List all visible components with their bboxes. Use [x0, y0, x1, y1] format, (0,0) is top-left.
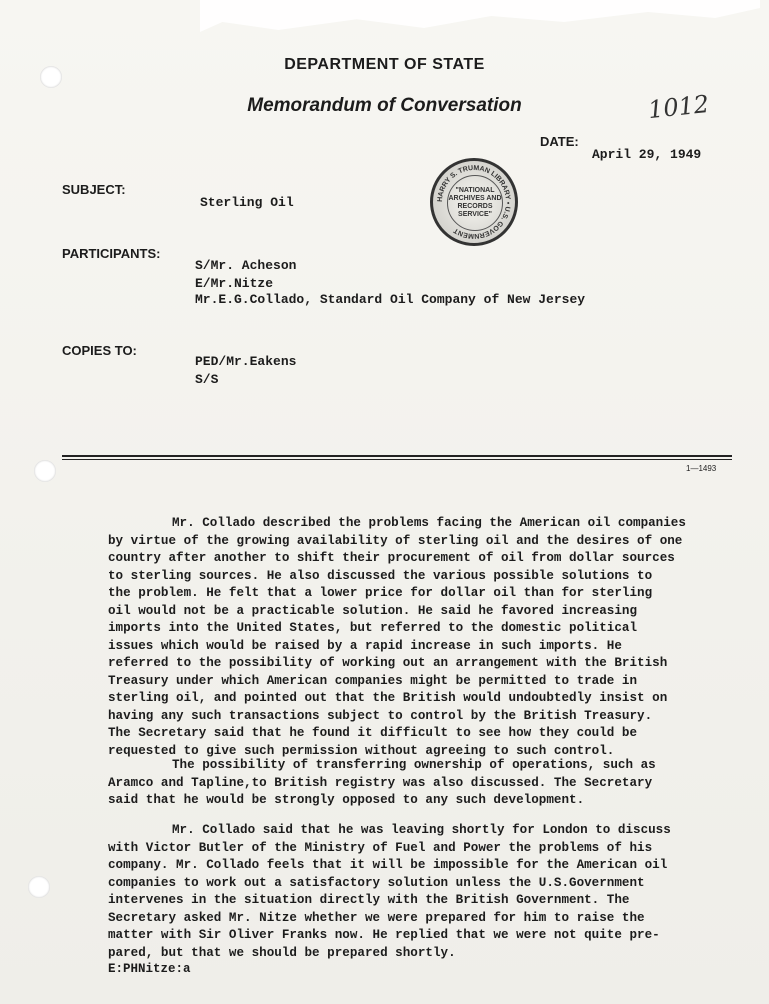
- subject-label: SUBJECT:: [62, 182, 126, 197]
- text-line: referred to the possibility of working out an arrangement with the British: [108, 656, 668, 670]
- text-line: imports into the United States, but referred to the domestic political: [108, 621, 638, 635]
- text-line: Aramco and Tapline,to British registry was also discussed. The Secretary: [108, 775, 653, 790]
- text-line: Mr. Collado described the problems facing the American oil companies: [172, 516, 686, 530]
- memo-title: Memorandum of Conversation: [247, 95, 522, 116]
- body-paragraph-2: [108, 757, 728, 810]
- stamp-ring-text: HARRY S. TRUMAN LIBRARY • U.S. GOVERNMENT: [436, 164, 512, 240]
- text-line: Mr. Collado said that he was leaving shortly for London to discuss: [172, 823, 671, 837]
- date-value: April 29, 1949: [592, 147, 702, 162]
- copies-to-line: S/S: [195, 372, 219, 387]
- divider-rule: [62, 459, 732, 460]
- stamp-line: "NATIONAL: [455, 187, 495, 194]
- text-line: The Secretary said that he found it difficult to see how they could be: [108, 726, 638, 740]
- text-line: Secretary asked Mr. Nitze whether we were prepared for him to raise the: [108, 910, 645, 925]
- participant-line: Mr.E.G.Collado, Standard Oil Company of New Jersey: [195, 292, 586, 307]
- form-number: 1—1493: [686, 464, 717, 473]
- torn-edge: [200, 0, 760, 40]
- text-line: matter with Sir Oliver Franks now. He replied that we were not quite pre-: [108, 928, 660, 942]
- department-heading: DEPARTMENT OF STATE: [284, 56, 485, 73]
- text-line: by virtue of the growing availability of sterling oil and the desires of one: [108, 533, 683, 548]
- text-line: companies to work out a satisfactory solution unless the U.S.Government: [108, 875, 645, 890]
- participant-line: E/Mr.Nitze: [195, 276, 274, 291]
- text-line: to sterling sources. He also discussed the various possible solutions to: [108, 568, 653, 583]
- handwritten-number: 1012: [646, 89, 711, 125]
- copies-to-label: COPIES TO:: [62, 343, 137, 358]
- text-line: intervenes in the situation directly with the British Government. The: [108, 893, 630, 907]
- text-line: with Victor Butler of the Ministry of Fuel and Power the problems of his: [108, 840, 653, 855]
- stamp-line: RECORDS: [457, 203, 493, 210]
- drafter-initials: E:PHNitze:a: [108, 962, 191, 976]
- body-paragraph-3: [108, 822, 728, 962]
- copies-to-line: PED/Mr.Eakens: [195, 354, 297, 369]
- text-line: country after another to shift their procurement of oil from dollar sources: [108, 551, 675, 565]
- text-line: company. Mr. Collado feels that it will be impossible for the American oil: [108, 858, 668, 872]
- text-line: sterling oil, and pointed out that the British would undoubtedly insist on: [108, 691, 668, 705]
- text-line: Treasury under which American companies might be permitted to trade in: [108, 673, 638, 688]
- text-line: the problem. He felt that a lower price for dollar oil than for sterling: [108, 586, 653, 600]
- text-line: The possibility of transferring ownership of operations, such as: [172, 758, 656, 772]
- date-label: DATE:: [540, 134, 579, 149]
- text-line: requested to give such permission without agreeing to such control.: [108, 743, 615, 758]
- stamp-line: ARCHIVES AND: [448, 195, 502, 202]
- punch-hole: [28, 876, 50, 898]
- subject-value: Sterling Oil: [200, 195, 294, 210]
- punch-hole: [34, 460, 56, 482]
- stamp-line: SERVICE": [458, 211, 492, 218]
- body-paragraph-1: [108, 515, 728, 760]
- text-line: pared, but that we should be prepared shortly.: [108, 945, 456, 960]
- divider-rule: [62, 455, 732, 457]
- text-line: said that he would be strongly opposed to any such development.: [108, 793, 585, 807]
- text-line: issues which would be raised by a rapid increase in such imports. He: [108, 638, 622, 653]
- archives-stamp: [430, 158, 518, 246]
- participants-label: PARTICIPANTS:: [62, 246, 161, 261]
- participant-line: S/Mr. Acheson: [195, 258, 297, 273]
- text-line: having any such transactions subject to control by the British Treasury.: [108, 708, 653, 723]
- stamp-center: [447, 175, 503, 231]
- text-line: oil would not be a practicable solution. He said he favored increasing: [108, 603, 638, 618]
